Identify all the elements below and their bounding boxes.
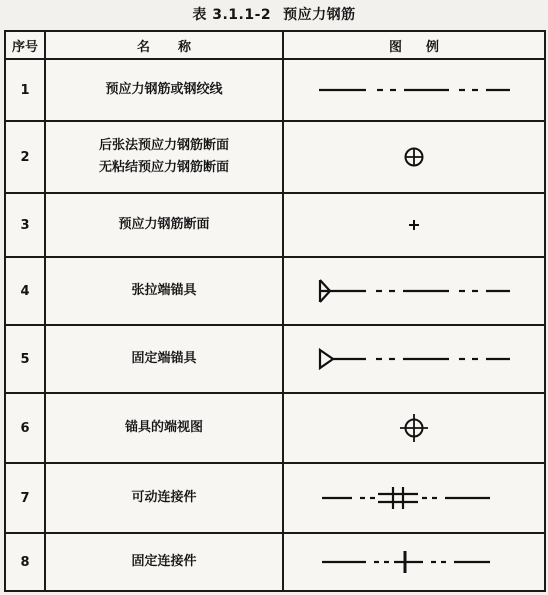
- table-caption: [0, 4, 548, 24]
- table-row: [5, 533, 545, 591]
- table-name: 预应力钢筋: [283, 7, 356, 23]
- circle-crosshair-symbol: [394, 137, 434, 177]
- row-name: 张拉端锚具: [45, 257, 283, 325]
- table-row: [5, 257, 545, 325]
- row-seq: 3: [5, 193, 45, 257]
- row-name: 预应力钢筋或钢绞线: [45, 59, 283, 121]
- row-seq: 4: [5, 257, 45, 325]
- row-name: 锚具的端视图: [45, 393, 283, 463]
- table-number: 表 3.1.1-2: [192, 7, 272, 23]
- row-name: 预应力钢筋断面: [45, 193, 283, 257]
- table-row: [5, 193, 545, 257]
- row-seq: 6: [5, 393, 45, 463]
- row-figure: [283, 121, 545, 193]
- table-row: [5, 59, 545, 121]
- circle-cross-symbol: [394, 408, 434, 448]
- row-figure: [283, 59, 545, 121]
- header-row: [5, 31, 545, 59]
- header-name: 名称: [45, 31, 283, 59]
- row-seq: 1: [5, 59, 45, 121]
- row-figure: [283, 463, 545, 533]
- symbol-legend-table: [4, 30, 546, 592]
- row-seq: 5: [5, 325, 45, 393]
- table-row: [5, 463, 545, 533]
- row-name: 可动连接件: [45, 463, 283, 533]
- row-name: 固定端锚具: [45, 325, 283, 393]
- dash-dot-line-symbol: [314, 78, 514, 102]
- row-seq: 7: [5, 463, 45, 533]
- row-figure: [283, 393, 545, 463]
- row-seq: 8: [5, 533, 45, 591]
- header-seq: 序号: [5, 31, 45, 59]
- row-figure: [283, 533, 545, 591]
- row-name: 后张法预应力钢筋断面 无粘结预应力钢筋断面: [45, 121, 283, 193]
- row-figure: [283, 193, 545, 257]
- row-figure: [283, 325, 545, 393]
- row-seq: 2: [5, 121, 45, 193]
- header-figure: 图例: [283, 31, 545, 59]
- open-arrow-dash-dot-line-symbol: [314, 276, 514, 306]
- single-bar-dash-dot-line-symbol: [314, 547, 514, 577]
- row-name: 固定连接件: [45, 533, 283, 591]
- small-cross-symbol: [399, 210, 429, 240]
- table-row: [5, 325, 545, 393]
- double-bar-dash-dot-line-symbol: [314, 483, 514, 513]
- row-figure: [283, 257, 545, 325]
- table-row: [5, 393, 545, 463]
- table-row: [5, 121, 545, 193]
- open-triangle-dash-dot-line-symbol: [314, 344, 514, 374]
